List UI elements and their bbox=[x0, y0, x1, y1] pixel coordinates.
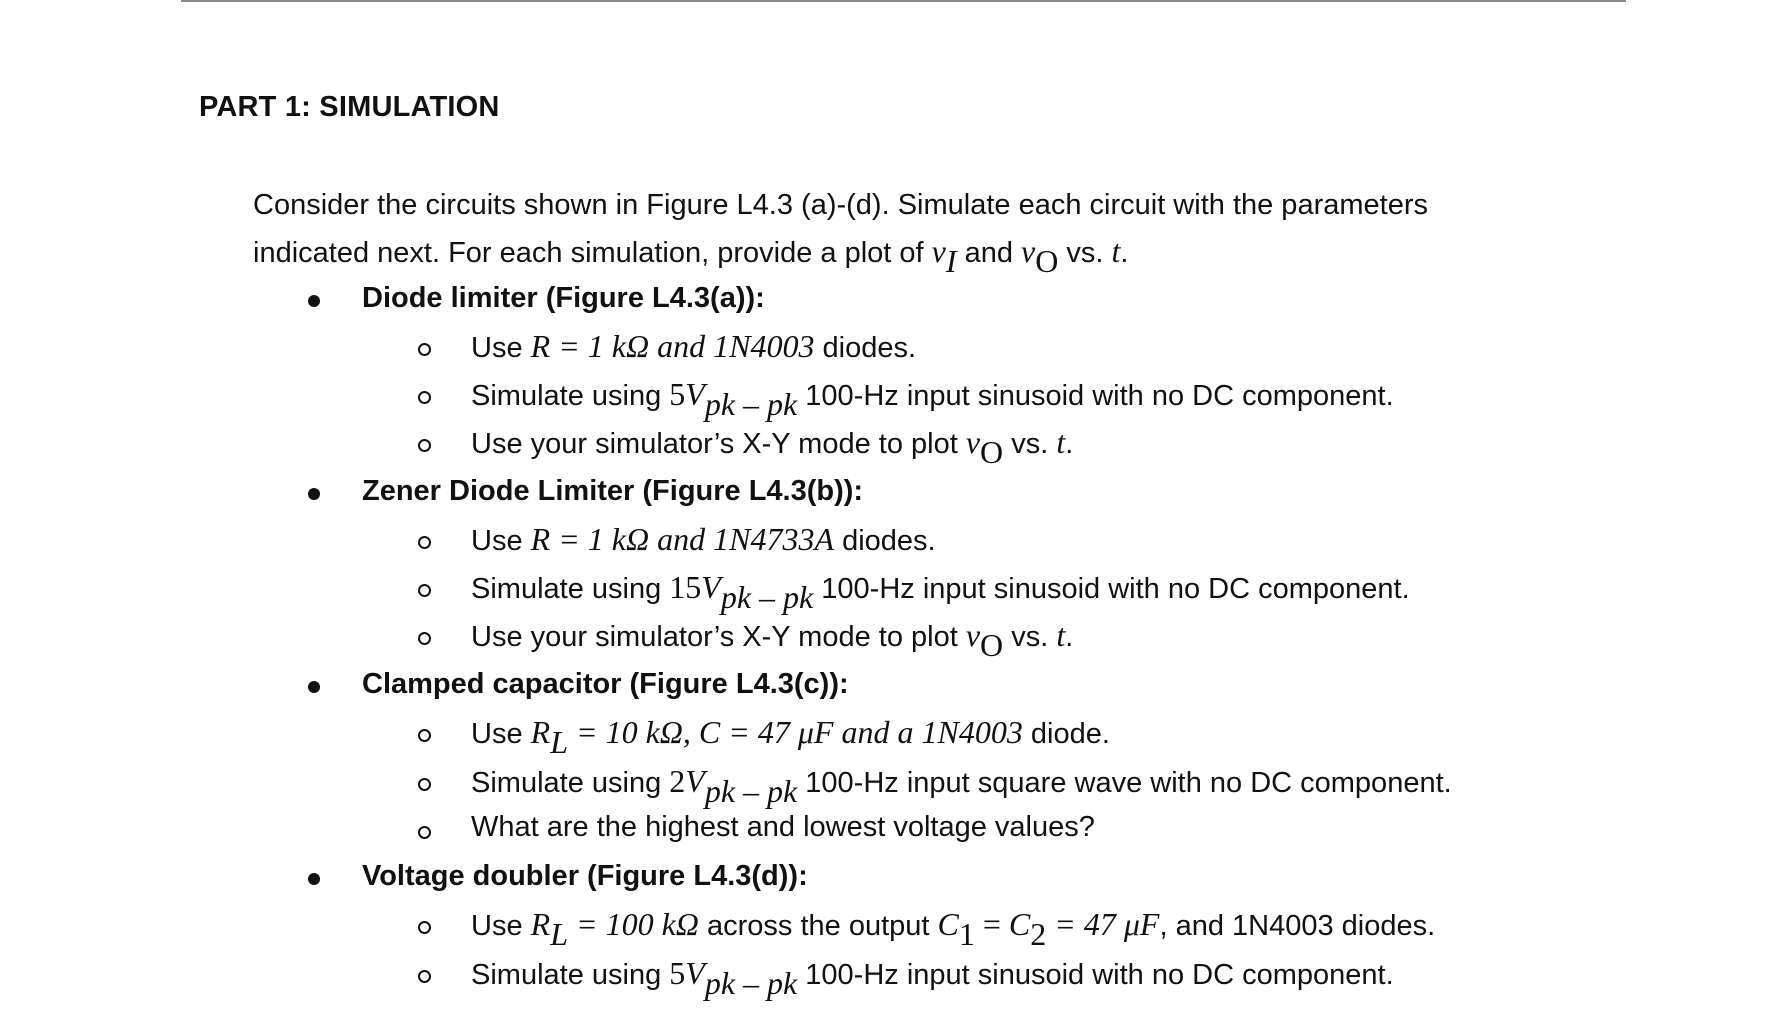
sub-bullet-circle bbox=[418, 632, 431, 645]
bullet-dot bbox=[308, 295, 320, 307]
sub-bullet-circle bbox=[418, 778, 431, 791]
sub-bullet-circle bbox=[418, 826, 431, 839]
bullet-dot bbox=[308, 488, 320, 500]
intro-line-2: indicated next. For each simulation, provide a plot of $v_I$ and $v_O$ vs. t. bbox=[253, 233, 1129, 280]
intro-paragraph bbox=[253, 182, 1583, 280]
item-b2: Simulate using $15V_{pk - pk}$ 100-Hz input sinusoid with no DC component. bbox=[471, 569, 1410, 616]
sub-bullet-circle bbox=[418, 439, 431, 452]
item-c3: What are the highest and lowest voltage values? bbox=[471, 811, 1095, 843]
item-b1: Use R = 1 kΩ and 1N4733A diodes. bbox=[471, 521, 936, 557]
bullet-dot bbox=[308, 873, 320, 885]
item-a2: Simulate using $5V_{pk - pk}$ 100-Hz input sinusoid with no DC component. bbox=[471, 376, 1394, 423]
item-b3: Use your simulator’s X-Y mode to plot $v_O$ vs. t. bbox=[471, 617, 1074, 664]
item-d1: Use $R_L = 100$ kΩ across the output $C_1 = C_2 = 47$ μF, and 1N4003 diodes. bbox=[471, 906, 1436, 953]
sub-bullet-circle bbox=[418, 536, 431, 549]
item-a1: Use R = 1 kΩ and 1N4003 diodes. bbox=[471, 328, 917, 364]
sub-bullet-circle bbox=[418, 584, 431, 597]
section-heading: PART 1: SIMULATION bbox=[199, 91, 500, 123]
sub-bullet-circle bbox=[418, 921, 431, 934]
sub-bullet-circle bbox=[418, 970, 431, 983]
intro-line-1: Consider the circuits shown in Figure L4.3 (a)-(d). Simulate each circuit with the parameters bbox=[253, 189, 1428, 221]
sub-bullet-circle bbox=[418, 729, 431, 742]
item-a3: Use your simulator’s X-Y mode to plot $v_O$ vs. t. bbox=[471, 424, 1074, 471]
section-title-diode-limiter: Diode limiter (Figure L4.3(a)): bbox=[362, 282, 765, 314]
section-title-zener-limiter: Zener Diode Limiter (Figure L4.3(b)): bbox=[362, 475, 864, 507]
sub-bullet-circle bbox=[418, 343, 431, 356]
item-d2: Simulate using $5V_{pk - pk}$ 100-Hz input sinusoid with no DC component. bbox=[471, 955, 1394, 1002]
bullet-dot bbox=[308, 681, 320, 693]
item-c1: Use $R_L = 10$ kΩ, C = 47 μF and a 1N4003 diode. bbox=[471, 714, 1110, 761]
top-rule bbox=[181, 0, 1626, 2]
sub-bullet-circle bbox=[418, 391, 431, 404]
section-title-voltage-doubler: Voltage doubler (Figure L4.3(d)): bbox=[362, 860, 808, 892]
section-title-clamped-capacitor: Clamped capacitor (Figure L4.3(c)): bbox=[362, 668, 849, 700]
item-c2: Simulate using $2V_{pk - pk}$ 100-Hz input square wave with no DC component. bbox=[471, 763, 1452, 810]
